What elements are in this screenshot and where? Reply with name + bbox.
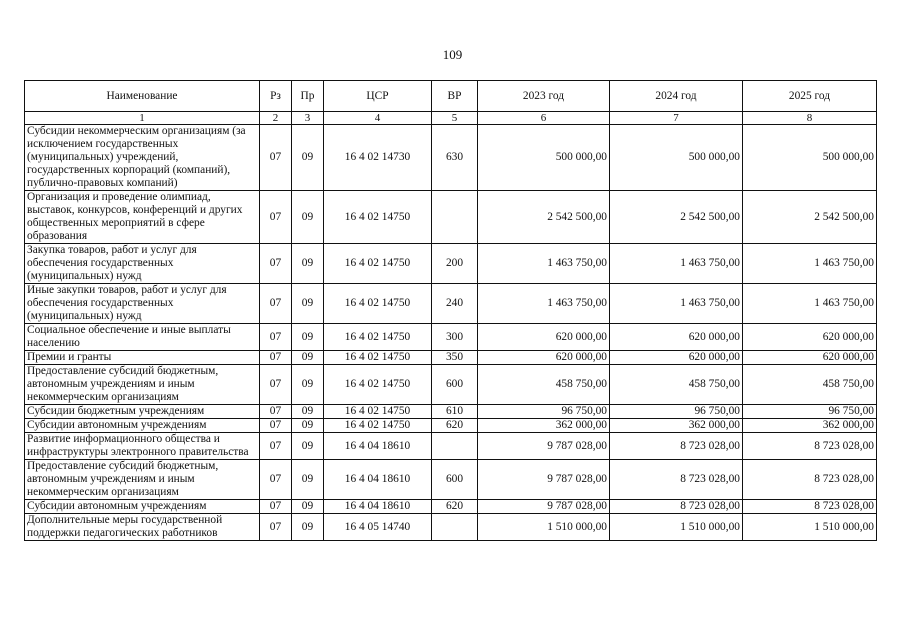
row-vr: 610 bbox=[432, 405, 478, 419]
header-2024: 2024 год bbox=[610, 81, 743, 112]
column-number: 7 bbox=[610, 112, 743, 125]
row-rz: 07 bbox=[260, 284, 292, 324]
row-csr: 16 4 02 14750 bbox=[324, 324, 432, 351]
page-number: 109 bbox=[442, 47, 463, 62]
column-number: 5 bbox=[432, 112, 478, 125]
table-row bbox=[25, 405, 877, 419]
row-2025: 620 000,00 bbox=[743, 324, 877, 351]
row-2025: 1 463 750,00 bbox=[743, 244, 877, 284]
row-2024: 1 463 750,00 bbox=[610, 244, 743, 284]
row-2025: 8 723 028,00 bbox=[743, 433, 877, 460]
table-row bbox=[25, 324, 877, 351]
row-name: Организация и проведение олимпиад, выставок, конкурсов, конференций и других общественных мероприятий в сфере образования bbox=[25, 191, 260, 244]
row-pr: 09 bbox=[292, 284, 324, 324]
row-2024: 8 723 028,00 bbox=[610, 500, 743, 514]
row-csr: 16 4 02 14750 bbox=[324, 419, 432, 433]
header-pr: Пр bbox=[292, 81, 324, 112]
row-pr: 09 bbox=[292, 433, 324, 460]
row-2024: 458 750,00 bbox=[610, 365, 743, 405]
row-name: Развитие информационного общества и инфраструктуры электронного правительства bbox=[25, 433, 260, 460]
row-csr: 16 4 04 18610 bbox=[324, 460, 432, 500]
row-csr: 16 4 02 14750 bbox=[324, 191, 432, 244]
row-vr: 630 bbox=[432, 125, 478, 191]
row-vr bbox=[432, 433, 478, 460]
row-2024: 8 723 028,00 bbox=[610, 433, 743, 460]
row-csr: 16 4 04 18610 bbox=[324, 433, 432, 460]
row-2025: 500 000,00 bbox=[743, 125, 877, 191]
row-pr: 09 bbox=[292, 324, 324, 351]
header-row bbox=[25, 81, 877, 112]
row-csr: 16 4 05 14740 bbox=[324, 514, 432, 541]
header-csr: ЦСР bbox=[324, 81, 432, 112]
row-rz: 07 bbox=[260, 244, 292, 284]
row-2024: 362 000,00 bbox=[610, 419, 743, 433]
column-number: 8 bbox=[743, 112, 877, 125]
row-2025: 8 723 028,00 bbox=[743, 500, 877, 514]
row-pr: 09 bbox=[292, 500, 324, 514]
row-name: Предоставление субсидий бюджетным, автономным учреждениям и иным некоммерческим организациям bbox=[25, 460, 260, 500]
row-pr: 09 bbox=[292, 460, 324, 500]
row-name: Премии и гранты bbox=[25, 351, 260, 365]
row-vr: 620 bbox=[432, 419, 478, 433]
table-row bbox=[25, 191, 877, 244]
row-vr: 600 bbox=[432, 460, 478, 500]
row-2025: 1 510 000,00 bbox=[743, 514, 877, 541]
row-name: Субсидии бюджетным учреждениям bbox=[25, 405, 260, 419]
header-2023: 2023 год bbox=[478, 81, 610, 112]
row-2023: 9 787 028,00 bbox=[478, 500, 610, 514]
row-csr: 16 4 02 14750 bbox=[324, 244, 432, 284]
row-csr: 16 4 02 14750 bbox=[324, 284, 432, 324]
row-2025: 620 000,00 bbox=[743, 351, 877, 365]
row-2023: 9 787 028,00 bbox=[478, 460, 610, 500]
row-2025: 2 542 500,00 bbox=[743, 191, 877, 244]
row-csr: 16 4 02 14750 bbox=[324, 405, 432, 419]
row-vr bbox=[432, 191, 478, 244]
row-rz: 07 bbox=[260, 460, 292, 500]
row-pr: 09 bbox=[292, 514, 324, 541]
row-pr: 09 bbox=[292, 244, 324, 284]
row-name: Предоставление субсидий бюджетным, автономным учреждениям и иным некоммерческим организациям bbox=[25, 365, 260, 405]
row-rz: 07 bbox=[260, 419, 292, 433]
row-vr: 200 bbox=[432, 244, 478, 284]
row-2024: 1 510 000,00 bbox=[610, 514, 743, 541]
row-pr: 09 bbox=[292, 351, 324, 365]
table-row bbox=[25, 244, 877, 284]
table-row bbox=[25, 514, 877, 541]
header-2025: 2025 год bbox=[743, 81, 877, 112]
table-row bbox=[25, 433, 877, 460]
row-vr: 300 bbox=[432, 324, 478, 351]
row-2023: 96 750,00 bbox=[478, 405, 610, 419]
row-pr: 09 bbox=[292, 191, 324, 244]
row-2024: 1 463 750,00 bbox=[610, 284, 743, 324]
column-number: 1 bbox=[25, 112, 260, 125]
row-2024: 8 723 028,00 bbox=[610, 460, 743, 500]
row-2023: 620 000,00 bbox=[478, 351, 610, 365]
row-rz: 07 bbox=[260, 125, 292, 191]
column-number: 4 bbox=[324, 112, 432, 125]
row-2023: 362 000,00 bbox=[478, 419, 610, 433]
row-csr: 16 4 02 14750 bbox=[324, 365, 432, 405]
row-name: Дополнительные меры государственной поддержки педагогических работников bbox=[25, 514, 260, 541]
row-name: Субсидии автономным учреждениям bbox=[25, 500, 260, 514]
row-rz: 07 bbox=[260, 324, 292, 351]
row-vr: 240 bbox=[432, 284, 478, 324]
row-name: Субсидии некоммерческим организациям (за исключением государственных (муниципальных) учреждений, государственных корпораций (компаний), публично-правовых компаний) bbox=[25, 125, 260, 191]
row-2023: 2 542 500,00 bbox=[478, 191, 610, 244]
row-2025: 96 750,00 bbox=[743, 405, 877, 419]
row-2024: 500 000,00 bbox=[610, 125, 743, 191]
column-number-row bbox=[25, 112, 877, 125]
table-row bbox=[25, 419, 877, 433]
row-rz: 07 bbox=[260, 405, 292, 419]
row-2023: 1 463 750,00 bbox=[478, 244, 610, 284]
row-rz: 07 bbox=[260, 514, 292, 541]
row-rz: 07 bbox=[260, 191, 292, 244]
column-number: 6 bbox=[478, 112, 610, 125]
row-csr: 16 4 04 18610 bbox=[324, 500, 432, 514]
table-row bbox=[25, 365, 877, 405]
row-name: Иные закупки товаров, работ и услуг для обеспечения государственных (муниципальных) нужд bbox=[25, 284, 260, 324]
row-2025: 8 723 028,00 bbox=[743, 460, 877, 500]
row-csr: 16 4 02 14730 bbox=[324, 125, 432, 191]
row-2024: 620 000,00 bbox=[610, 351, 743, 365]
row-2025: 362 000,00 bbox=[743, 419, 877, 433]
row-2024: 2 542 500,00 bbox=[610, 191, 743, 244]
budget-table bbox=[24, 80, 877, 541]
row-pr: 09 bbox=[292, 365, 324, 405]
header-name: Наименование bbox=[25, 81, 260, 112]
row-pr: 09 bbox=[292, 125, 324, 191]
row-pr: 09 bbox=[292, 419, 324, 433]
table-row bbox=[25, 351, 877, 365]
column-number: 2 bbox=[260, 112, 292, 125]
column-number: 3 bbox=[292, 112, 324, 125]
table-row bbox=[25, 125, 877, 191]
row-2023: 620 000,00 bbox=[478, 324, 610, 351]
row-name: Социальное обеспечение и иные выплаты населению bbox=[25, 324, 260, 351]
row-vr: 620 bbox=[432, 500, 478, 514]
row-2023: 500 000,00 bbox=[478, 125, 610, 191]
row-2024: 620 000,00 bbox=[610, 324, 743, 351]
header-vr: ВР bbox=[432, 81, 478, 112]
row-name: Закупка товаров, работ и услуг для обеспечения государственных (муниципальных) нужд bbox=[25, 244, 260, 284]
row-2023: 1 510 000,00 bbox=[478, 514, 610, 541]
row-vr: 600 bbox=[432, 365, 478, 405]
table-row bbox=[25, 460, 877, 500]
row-vr bbox=[432, 514, 478, 541]
row-rz: 07 bbox=[260, 365, 292, 405]
row-pr: 09 bbox=[292, 405, 324, 419]
row-rz: 07 bbox=[260, 351, 292, 365]
row-2023: 9 787 028,00 bbox=[478, 433, 610, 460]
row-2023: 458 750,00 bbox=[478, 365, 610, 405]
row-rz: 07 bbox=[260, 500, 292, 514]
row-2023: 1 463 750,00 bbox=[478, 284, 610, 324]
row-name: Субсидии автономным учреждениям bbox=[25, 419, 260, 433]
table-row bbox=[25, 500, 877, 514]
row-rz: 07 bbox=[260, 433, 292, 460]
row-2025: 458 750,00 bbox=[743, 365, 877, 405]
row-2025: 1 463 750,00 bbox=[743, 284, 877, 324]
row-csr: 16 4 02 14750 bbox=[324, 351, 432, 365]
row-2024: 96 750,00 bbox=[610, 405, 743, 419]
table-row bbox=[25, 284, 877, 324]
row-vr: 350 bbox=[432, 351, 478, 365]
header-rz: Рз bbox=[260, 81, 292, 112]
